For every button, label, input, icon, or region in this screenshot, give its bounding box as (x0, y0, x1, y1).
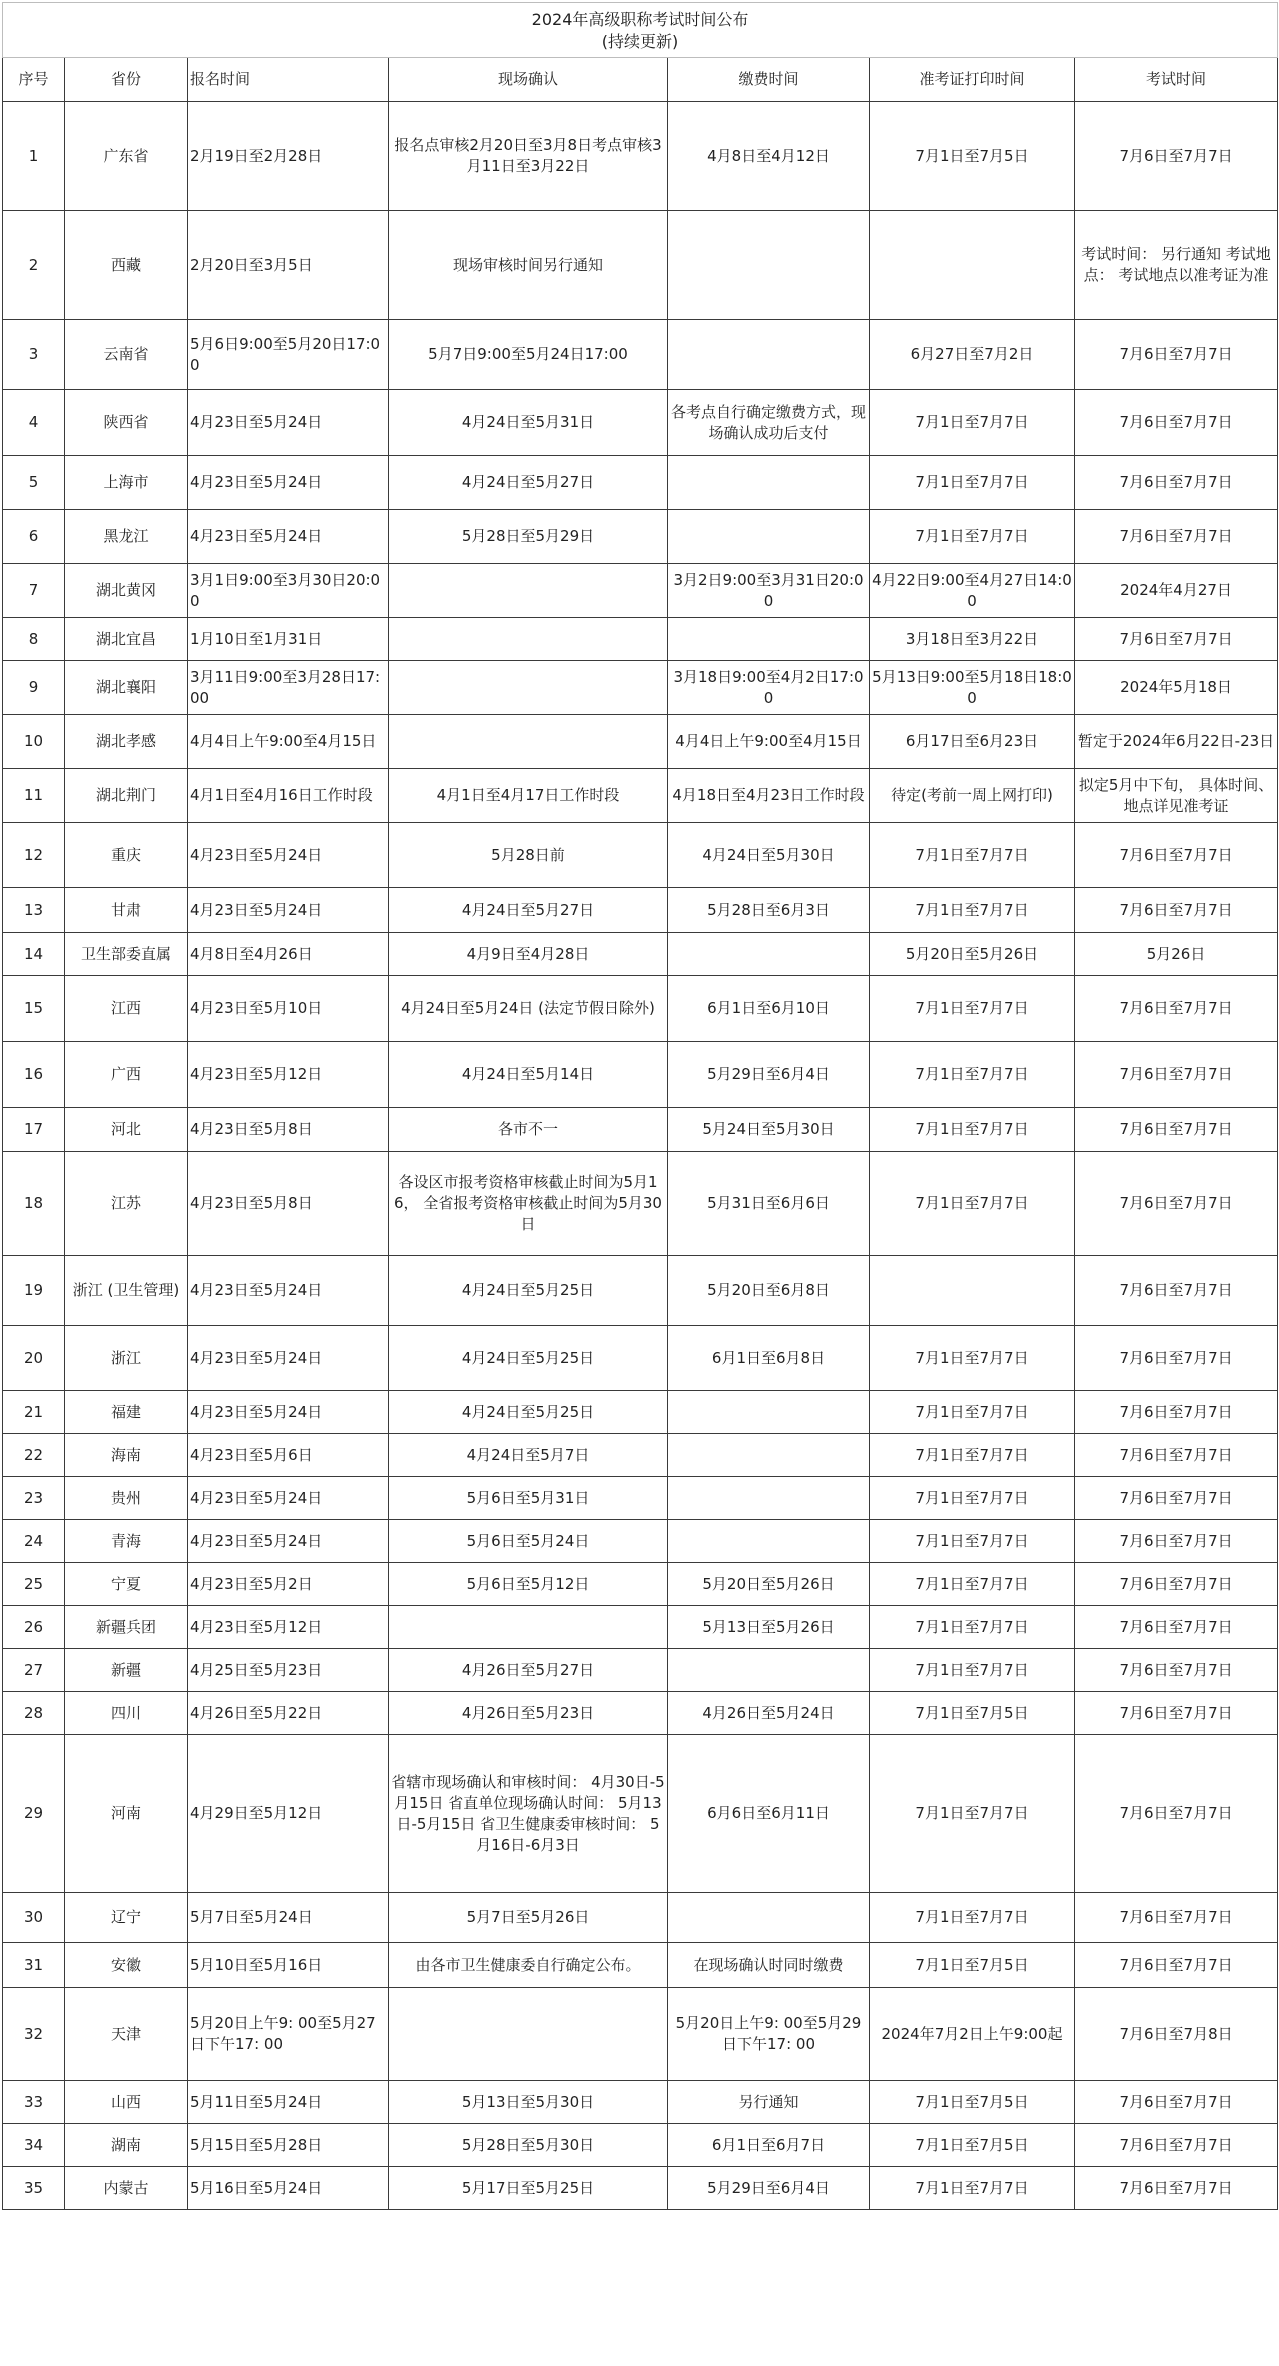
table-row (3, 390, 1278, 456)
cell-province: 辽宁 (65, 1893, 188, 1943)
cell-no: 4 (3, 390, 65, 456)
cell-payment: 6月6日至6月11日 (668, 1735, 870, 1893)
table-row (3, 2124, 1278, 2167)
header-row (3, 58, 1278, 102)
cell-register: 4月23日至5月24日 (188, 823, 389, 888)
cell-register: 5月10日至5月16日 (188, 1943, 389, 1988)
cell-payment (668, 211, 870, 320)
cell-exam: 7月6日至7月7日 (1075, 888, 1278, 933)
cell-no: 22 (3, 1434, 65, 1477)
cell-register: 3月11日9:00至3月28日17:00 (188, 661, 389, 715)
cell-exam: 2024年5月18日 (1075, 661, 1278, 715)
cell-province: 湖北襄阳 (65, 661, 188, 715)
cell-province: 云南省 (65, 320, 188, 390)
cell-payment: 4月24日至5月30日 (668, 823, 870, 888)
cell-province: 河南 (65, 1735, 188, 1893)
cell-exam: 暂定于2024年6月22日-23日 (1075, 715, 1278, 769)
cell-province: 江苏 (65, 1152, 188, 1256)
cell-payment: 4月4日上午9:00至4月15日 (668, 715, 870, 769)
cell-ticket: 7月1日至7月7日 (870, 1735, 1075, 1893)
cell-no: 12 (3, 823, 65, 888)
cell-no: 34 (3, 2124, 65, 2167)
cell-no: 24 (3, 1520, 65, 1563)
cell-payment: 4月8日至4月12日 (668, 102, 870, 211)
cell-ticket (870, 211, 1075, 320)
cell-ticket: 7月1日至7月5日 (870, 1692, 1075, 1735)
cell-no: 23 (3, 1477, 65, 1520)
table-row (3, 1152, 1278, 1256)
cell-province: 上海市 (65, 456, 188, 510)
cell-register: 4月23日至5月24日 (188, 1256, 389, 1326)
table-row (3, 2167, 1278, 2210)
table-row (3, 1692, 1278, 1735)
cell-no: 21 (3, 1391, 65, 1434)
cell-register: 5月15日至5月28日 (188, 2124, 389, 2167)
cell-no: 8 (3, 618, 65, 661)
cell-exam: 考试时间： 另行通知 考试地点： 考试地点以准考证为准 (1075, 211, 1278, 320)
table-row (3, 933, 1278, 976)
cell-confirm: 4月24日至5月27日 (389, 888, 668, 933)
cell-ticket: 7月1日至7月7日 (870, 1606, 1075, 1649)
cell-exam: 7月6日至7月7日 (1075, 1042, 1278, 1108)
cell-payment: 4月18日至4月23日工作时段 (668, 769, 870, 823)
cell-exam: 7月6日至7月7日 (1075, 823, 1278, 888)
cell-confirm: 各市不一 (389, 1108, 668, 1152)
cell-confirm: 现场审核时间另行通知 (389, 211, 668, 320)
cell-no: 18 (3, 1152, 65, 1256)
cell-ticket: 7月1日至7月7日 (870, 510, 1075, 564)
table-row (3, 1477, 1278, 1520)
cell-province: 河北 (65, 1108, 188, 1152)
cell-province: 湖北宜昌 (65, 618, 188, 661)
table-row (3, 1735, 1278, 1893)
cell-confirm: 5月6日至5月31日 (389, 1477, 668, 1520)
cell-payment: 5月31日至6月6日 (668, 1152, 870, 1256)
cell-confirm: 4月9日至4月28日 (389, 933, 668, 976)
cell-province: 青海 (65, 1520, 188, 1563)
column-header-no: 序号 (3, 58, 65, 102)
cell-exam: 7月6日至7月7日 (1075, 1152, 1278, 1256)
cell-ticket: 7月1日至7月7日 (870, 888, 1075, 933)
cell-no: 14 (3, 933, 65, 976)
cell-ticket: 7月1日至7月7日 (870, 1391, 1075, 1434)
cell-confirm: 4月24日至5月25日 (389, 1256, 668, 1326)
cell-payment (668, 510, 870, 564)
cell-province: 黑龙江 (65, 510, 188, 564)
cell-no: 16 (3, 1042, 65, 1108)
cell-ticket: 7月1日至7月7日 (870, 976, 1075, 1042)
cell-exam: 7月6日至7月7日 (1075, 976, 1278, 1042)
table-title-cell (3, 3, 1278, 58)
cell-province: 四川 (65, 1692, 188, 1735)
cell-confirm: 5月17日至5月25日 (389, 2167, 668, 2210)
cell-ticket: 7月1日至7月7日 (870, 1649, 1075, 1692)
cell-register: 4月23日至5月8日 (188, 1108, 389, 1152)
cell-province: 卫生部委直属 (65, 933, 188, 976)
cell-no: 29 (3, 1735, 65, 1893)
cell-no: 35 (3, 2167, 65, 2210)
cell-payment: 5月24日至5月30日 (668, 1108, 870, 1152)
table-row (3, 661, 1278, 715)
cell-payment: 5月29日至6月4日 (668, 1042, 870, 1108)
cell-ticket: 7月1日至7月5日 (870, 102, 1075, 211)
cell-payment (668, 320, 870, 390)
cell-payment (668, 1649, 870, 1692)
cell-confirm: 4月24日至5月14日 (389, 1042, 668, 1108)
table-row (3, 2081, 1278, 2124)
table-row (3, 823, 1278, 888)
cell-register: 1月10日至1月31日 (188, 618, 389, 661)
cell-no: 11 (3, 769, 65, 823)
table-row (3, 320, 1278, 390)
cell-province: 湖北荆门 (65, 769, 188, 823)
cell-no: 33 (3, 2081, 65, 2124)
cell-confirm: 5月13日至5月30日 (389, 2081, 668, 2124)
cell-payment: 5月20日至6月8日 (668, 1256, 870, 1326)
cell-ticket: 3月18日至3月22日 (870, 618, 1075, 661)
cell-payment (668, 1520, 870, 1563)
cell-payment (668, 456, 870, 510)
cell-payment: 3月2日9:00至3月31日20:00 (668, 564, 870, 618)
cell-payment: 5月29日至6月4日 (668, 2167, 870, 2210)
cell-province: 新疆兵团 (65, 1606, 188, 1649)
cell-payment (668, 1434, 870, 1477)
cell-payment: 5月28日至6月3日 (668, 888, 870, 933)
cell-no: 3 (3, 320, 65, 390)
cell-province: 湖北孝感 (65, 715, 188, 769)
cell-province: 甘肃 (65, 888, 188, 933)
cell-ticket: 7月1日至7月7日 (870, 1477, 1075, 1520)
table-row (3, 1606, 1278, 1649)
column-header-ticket: 准考证打印时间 (870, 58, 1075, 102)
cell-province: 福建 (65, 1391, 188, 1434)
cell-register: 4月23日至5月24日 (188, 456, 389, 510)
cell-confirm (389, 1988, 668, 2081)
cell-province: 浙江 (65, 1326, 188, 1391)
cell-ticket: 2024年7月2日上午9:00起 (870, 1988, 1075, 2081)
cell-register: 2月19日至2月28日 (188, 102, 389, 211)
cell-exam: 7月6日至7月7日 (1075, 1563, 1278, 1606)
table-row (3, 715, 1278, 769)
cell-confirm: 4月26日至5月23日 (389, 1692, 668, 1735)
cell-ticket: 7月1日至7月7日 (870, 456, 1075, 510)
column-header-register: 报名时间 (188, 58, 389, 102)
cell-payment: 4月26日至5月24日 (668, 1692, 870, 1735)
cell-ticket: 7月1日至7月7日 (870, 1042, 1075, 1108)
cell-register: 4月8日至4月26日 (188, 933, 389, 976)
table-row (3, 1042, 1278, 1108)
cell-ticket: 7月1日至7月5日 (870, 2124, 1075, 2167)
cell-exam: 7月6日至7月7日 (1075, 1735, 1278, 1893)
cell-register: 5月11日至5月24日 (188, 2081, 389, 2124)
table-row (3, 211, 1278, 320)
cell-exam: 7月6日至7月7日 (1075, 1893, 1278, 1943)
cell-payment: 6月1日至6月10日 (668, 976, 870, 1042)
cell-register: 4月23日至5月24日 (188, 1520, 389, 1563)
table-row (3, 1391, 1278, 1434)
cell-confirm: 5月7日9:00至5月24日17:00 (389, 320, 668, 390)
cell-register: 4月23日至5月24日 (188, 390, 389, 456)
table-row (3, 1649, 1278, 1692)
table-row (3, 1563, 1278, 1606)
column-header-province: 省份 (65, 58, 188, 102)
table-row (3, 1326, 1278, 1391)
cell-register: 2月20日至3月5日 (188, 211, 389, 320)
cell-exam: 7月6日至7月7日 (1075, 320, 1278, 390)
cell-no: 27 (3, 1649, 65, 1692)
cell-province: 新疆 (65, 1649, 188, 1692)
cell-no: 13 (3, 888, 65, 933)
cell-register: 5月7日至5月24日 (188, 1893, 389, 1943)
cell-province: 西藏 (65, 211, 188, 320)
cell-register: 4月23日至5月12日 (188, 1042, 389, 1108)
cell-ticket: 5月13日9:00至5月18日18:00 (870, 661, 1075, 715)
cell-confirm (389, 661, 668, 715)
cell-province: 安徽 (65, 1943, 188, 1988)
cell-confirm: 4月24日至5月7日 (389, 1434, 668, 1477)
table-row (3, 976, 1278, 1042)
cell-confirm: 4月24日至5月25日 (389, 1391, 668, 1434)
cell-no: 25 (3, 1563, 65, 1606)
cell-register: 4月23日至5月24日 (188, 888, 389, 933)
table-row (3, 456, 1278, 510)
page-subtitle: (持续更新) (601, 32, 679, 51)
cell-exam: 7月6日至7月7日 (1075, 1520, 1278, 1563)
cell-confirm: 4月24日至5月24日 (法定节假日除外) (389, 976, 668, 1042)
cell-confirm: 4月24日至5月31日 (389, 390, 668, 456)
cell-payment: 6月1日至6月8日 (668, 1326, 870, 1391)
cell-province: 海南 (65, 1434, 188, 1477)
cell-payment: 在现场确认时同时缴费 (668, 1943, 870, 1988)
cell-ticket: 待定(考前一周上网打印) (870, 769, 1075, 823)
cell-payment (668, 1477, 870, 1520)
cell-register: 4月29日至5月12日 (188, 1735, 389, 1893)
cell-ticket: 7月1日至7月7日 (870, 1326, 1075, 1391)
table-row (3, 1988, 1278, 2081)
cell-confirm: 5月6日至5月24日 (389, 1520, 668, 1563)
cell-ticket (870, 1256, 1075, 1326)
table-row (3, 102, 1278, 211)
cell-confirm: 4月26日至5月27日 (389, 1649, 668, 1692)
cell-payment (668, 1391, 870, 1434)
cell-register: 5月20日上午9: 00至5月27日下午17: 00 (188, 1988, 389, 2081)
cell-ticket: 6月17日至6月23日 (870, 715, 1075, 769)
cell-register: 4月23日至5月12日 (188, 1606, 389, 1649)
cell-no: 2 (3, 211, 65, 320)
cell-ticket: 7月1日至7月7日 (870, 1893, 1075, 1943)
cell-payment: 5月20日至5月26日 (668, 1563, 870, 1606)
cell-register: 4月23日至5月2日 (188, 1563, 389, 1606)
cell-ticket: 7月1日至7月7日 (870, 1108, 1075, 1152)
cell-exam: 7月6日至7月7日 (1075, 1477, 1278, 1520)
cell-no: 31 (3, 1943, 65, 1988)
cell-payment (668, 933, 870, 976)
cell-exam: 7月6日至7月7日 (1075, 456, 1278, 510)
cell-confirm: 4月24日至5月27日 (389, 456, 668, 510)
page-title: 2024年高级职称考试时间公布 (531, 10, 749, 29)
cell-no: 26 (3, 1606, 65, 1649)
cell-no: 17 (3, 1108, 65, 1152)
table-row (3, 1256, 1278, 1326)
cell-province: 天津 (65, 1988, 188, 2081)
cell-confirm (389, 1606, 668, 1649)
cell-exam: 7月6日至7月7日 (1075, 510, 1278, 564)
cell-exam: 7月6日至7月7日 (1075, 1606, 1278, 1649)
cell-no: 10 (3, 715, 65, 769)
cell-register: 4月23日至5月24日 (188, 1391, 389, 1434)
cell-no: 30 (3, 1893, 65, 1943)
cell-payment (668, 1893, 870, 1943)
table-row (3, 769, 1278, 823)
cell-ticket: 7月1日至7月7日 (870, 1152, 1075, 1256)
cell-no: 15 (3, 976, 65, 1042)
cell-register: 4月26日至5月22日 (188, 1692, 389, 1735)
cell-payment (668, 618, 870, 661)
cell-no: 28 (3, 1692, 65, 1735)
cell-exam: 7月6日至7月7日 (1075, 618, 1278, 661)
cell-confirm: 5月6日至5月12日 (389, 1563, 668, 1606)
cell-confirm: 由各市卫生健康委自行确定公布。 (389, 1943, 668, 1988)
cell-exam: 7月6日至7月7日 (1075, 1391, 1278, 1434)
cell-confirm (389, 618, 668, 661)
cell-confirm: 省辖市现场确认和审核时间： 4月30日-5月15日 省直单位现场确认时间： 5月13日-5月15日 省卫生健康委审核时间： 5月16日-6月3日 (389, 1735, 668, 1893)
table-row (3, 1893, 1278, 1943)
cell-province: 江西 (65, 976, 188, 1042)
cell-confirm: 5月28日前 (389, 823, 668, 888)
cell-exam: 7月6日至7月7日 (1075, 2081, 1278, 2124)
cell-exam: 拟定5月中下旬， 具体时间、地点详见准考证 (1075, 769, 1278, 823)
cell-exam: 7月6日至7月7日 (1075, 2124, 1278, 2167)
cell-no: 20 (3, 1326, 65, 1391)
cell-exam: 7月6日至7月7日 (1075, 1108, 1278, 1152)
cell-province: 重庆 (65, 823, 188, 888)
cell-register: 4月25日至5月23日 (188, 1649, 389, 1692)
table-row (3, 564, 1278, 618)
cell-exam: 7月6日至7月7日 (1075, 2167, 1278, 2210)
cell-exam: 7月6日至7月7日 (1075, 102, 1278, 211)
cell-province: 湖南 (65, 2124, 188, 2167)
table-row (3, 888, 1278, 933)
cell-ticket: 7月1日至7月7日 (870, 823, 1075, 888)
cell-no: 6 (3, 510, 65, 564)
cell-province: 山西 (65, 2081, 188, 2124)
cell-no: 9 (3, 661, 65, 715)
cell-province: 宁夏 (65, 1563, 188, 1606)
cell-payment: 各考点自行确定缴费方式，现场确认成功后支付 (668, 390, 870, 456)
cell-confirm: 5月28日至5月30日 (389, 2124, 668, 2167)
cell-exam: 7月6日至7月7日 (1075, 1692, 1278, 1735)
cell-exam: 7月6日至7月8日 (1075, 1988, 1278, 2081)
column-header-exam: 考试时间 (1075, 58, 1278, 102)
cell-confirm: 各设区市报考资格审核截止时间为5月16， 全省报考资格审核截止时间为5月30日 (389, 1152, 668, 1256)
cell-province: 湖北黄冈 (65, 564, 188, 618)
cell-register: 4月4日上午9:00至4月15日 (188, 715, 389, 769)
cell-payment: 5月20日上午9: 00至5月29日下午17: 00 (668, 1988, 870, 2081)
cell-province: 广东省 (65, 102, 188, 211)
cell-ticket: 7月1日至7月7日 (870, 390, 1075, 456)
table-row (3, 618, 1278, 661)
cell-register: 4月23日至5月24日 (188, 1326, 389, 1391)
cell-exam: 7月6日至7月7日 (1075, 1256, 1278, 1326)
table-row (3, 1943, 1278, 1988)
column-header-confirm: 现场确认 (389, 58, 668, 102)
cell-exam: 5月26日 (1075, 933, 1278, 976)
cell-exam: 7月6日至7月7日 (1075, 390, 1278, 456)
cell-confirm: 4月1日至4月17日工作时段 (389, 769, 668, 823)
cell-register: 5月6日9:00至5月20日17:00 (188, 320, 389, 390)
cell-ticket: 7月1日至7月5日 (870, 1943, 1075, 1988)
cell-exam: 7月6日至7月7日 (1075, 1649, 1278, 1692)
cell-ticket: 4月22日9:00至4月27日14:00 (870, 564, 1075, 618)
column-header-payment: 缴费时间 (668, 58, 870, 102)
cell-register: 4月23日至5月6日 (188, 1434, 389, 1477)
title-row (3, 3, 1278, 58)
cell-register: 4月23日至5月24日 (188, 1477, 389, 1520)
cell-register: 3月1日9:00至3月30日20:00 (188, 564, 389, 618)
cell-ticket: 7月1日至7月7日 (870, 2167, 1075, 2210)
cell-register: 4月23日至5月10日 (188, 976, 389, 1042)
cell-confirm: 4月24日至5月25日 (389, 1326, 668, 1391)
cell-no: 32 (3, 1988, 65, 2081)
cell-confirm (389, 715, 668, 769)
cell-no: 5 (3, 456, 65, 510)
cell-exam: 7月6日至7月7日 (1075, 1434, 1278, 1477)
cell-payment: 6月1日至6月7日 (668, 2124, 870, 2167)
cell-no: 19 (3, 1256, 65, 1326)
cell-ticket: 5月20日至5月26日 (870, 933, 1075, 976)
cell-ticket: 7月1日至7月7日 (870, 1563, 1075, 1606)
cell-payment: 5月13日至5月26日 (668, 1606, 870, 1649)
cell-province: 浙江 (卫生管理) (65, 1256, 188, 1326)
cell-payment: 3月18日9:00至4月2日17:00 (668, 661, 870, 715)
cell-payment: 另行通知 (668, 2081, 870, 2124)
cell-confirm: 报名点审核2月20日至3月8日考点审核3月11日至3月22日 (389, 102, 668, 211)
cell-province: 陕西省 (65, 390, 188, 456)
cell-register: 5月16日至5月24日 (188, 2167, 389, 2210)
cell-province: 内蒙古 (65, 2167, 188, 2210)
cell-exam: 2024年4月27日 (1075, 564, 1278, 618)
cell-exam: 7月6日至7月7日 (1075, 1326, 1278, 1391)
cell-no: 1 (3, 102, 65, 211)
cell-confirm: 5月7日至5月26日 (389, 1893, 668, 1943)
cell-ticket: 7月1日至7月7日 (870, 1434, 1075, 1477)
table-row (3, 1434, 1278, 1477)
table-row (3, 1520, 1278, 1563)
cell-no: 7 (3, 564, 65, 618)
cell-register: 4月1日至4月16日工作时段 (188, 769, 389, 823)
cell-confirm (389, 564, 668, 618)
cell-register: 4月23日至5月24日 (188, 510, 389, 564)
cell-ticket: 7月1日至7月7日 (870, 1520, 1075, 1563)
cell-register: 4月23日至5月8日 (188, 1152, 389, 1256)
cell-confirm: 5月28日至5月29日 (389, 510, 668, 564)
cell-ticket: 6月27日至7月2日 (870, 320, 1075, 390)
cell-province: 广西 (65, 1042, 188, 1108)
table-row (3, 510, 1278, 564)
table-row (3, 1108, 1278, 1152)
cell-province: 贵州 (65, 1477, 188, 1520)
exam-schedule-table (2, 2, 1278, 2210)
cell-ticket: 7月1日至7月5日 (870, 2081, 1075, 2124)
cell-exam: 7月6日至7月7日 (1075, 1943, 1278, 1988)
